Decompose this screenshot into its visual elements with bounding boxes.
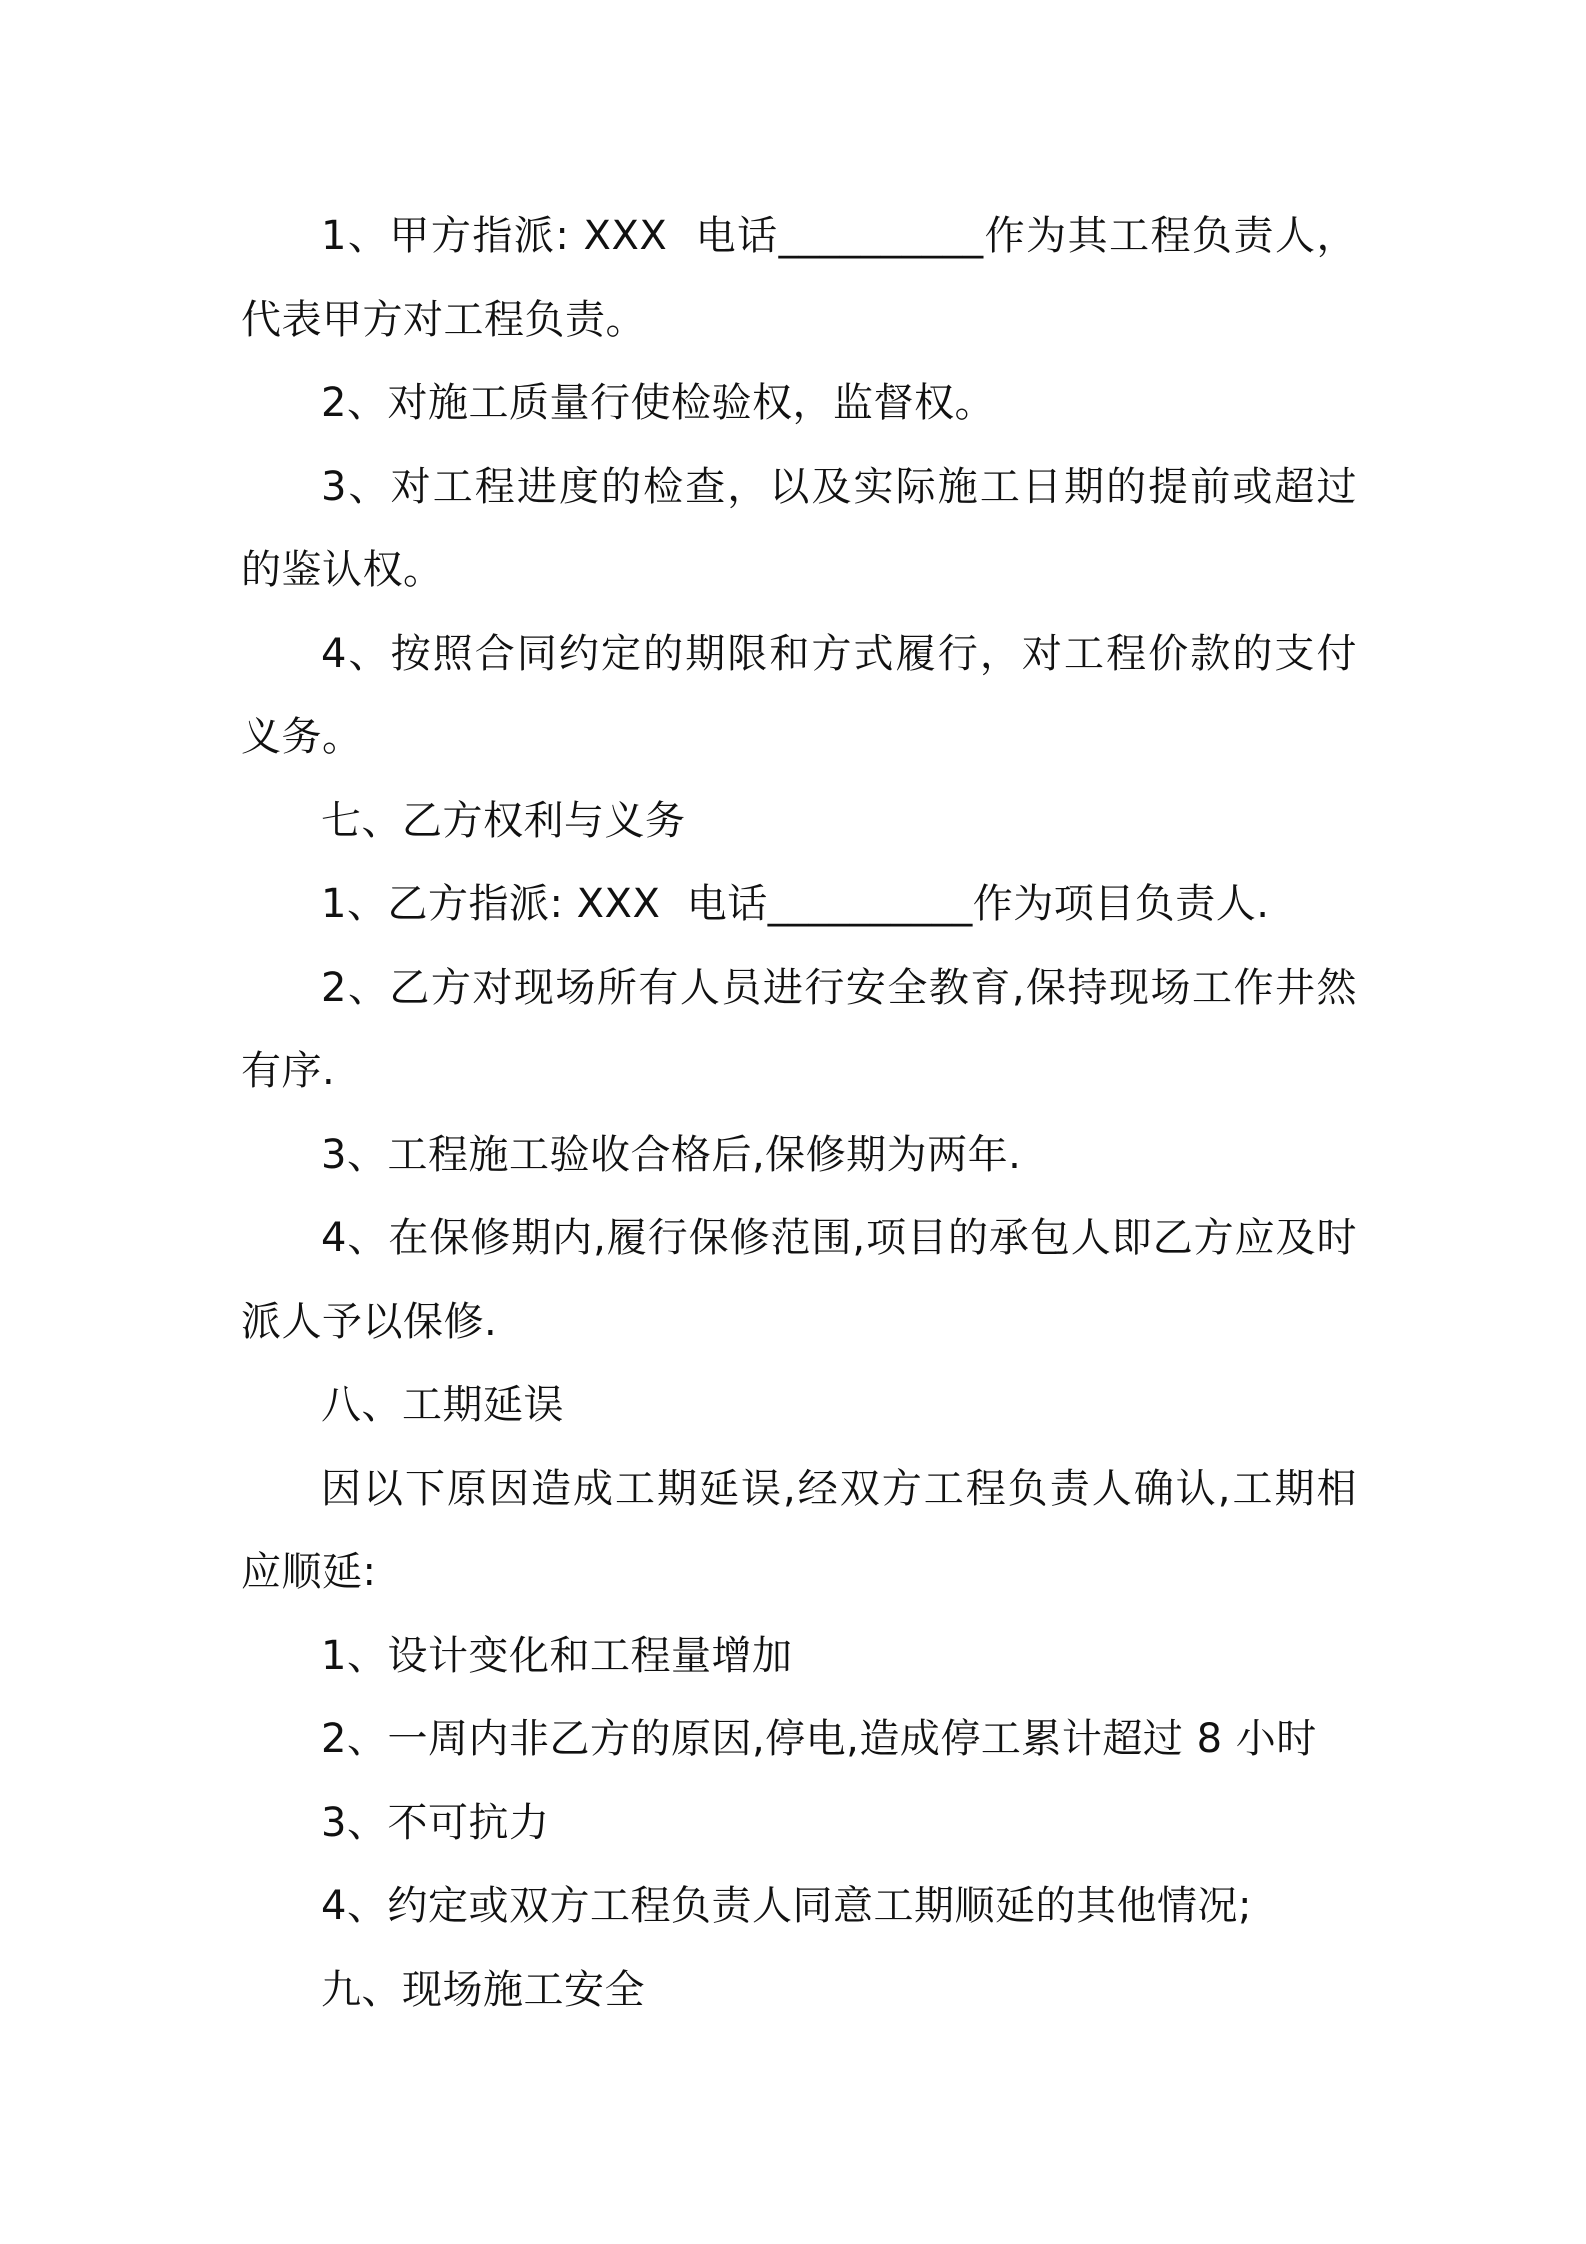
section-heading-site-safety: 九、现场施工安全 xyxy=(321,1966,645,2013)
list-item-force-majeure: 3、不可抗力 xyxy=(321,1799,550,1846)
clause-party-b-representative: 1、乙方指派: XXX 电话__________作为项目负责人. xyxy=(321,881,1270,927)
clause-delay-intro: 因以下原因造成工期延误,经双方工程负责人确认,工期相应顺延: xyxy=(241,1465,1357,1595)
clause-progress-check: 3、对工程进度的检查，以及实际施工日期的提前或超过的鉴认权。 xyxy=(241,463,1357,593)
clause-warranty-period: 3、工程施工验收合格后,保修期为两年. xyxy=(321,1131,1022,1178)
clause-safety-education: 2、乙方对现场所有人员进行安全教育,保持现场工作井然有序. xyxy=(241,964,1357,1094)
list-item-power-outage: 2、一周内非乙方的原因,停电,造成停工累计超过 8 小时 xyxy=(321,1716,1317,1762)
section-heading-delay: 八、工期延误 xyxy=(321,1382,564,1428)
clause-warranty-service: 4、在保修期内,履行保修范围,项目的承包人即乙方应及时派人予以保修. xyxy=(241,1215,1357,1345)
document-body xyxy=(241,195,1357,2032)
list-item-other-circumstances: 4、约定或双方工程负责人同意工期顺延的其他情况; xyxy=(321,1883,1252,1929)
clause-payment-obligation: 4、按照合同约定的期限和方式履行，对工程价款的支付义务。 xyxy=(241,630,1357,760)
clause-quality-inspection: 2、对施工质量行使检验权，监督权。 xyxy=(321,380,995,426)
section-heading-party-b: 七、乙方权利与义务 xyxy=(321,797,686,844)
list-item-design-change: 1、设计变化和工程量增加 xyxy=(321,1632,793,1679)
clause-party-a-representative: 1、甲方指派: XXX 电话__________作为其工程负责人，代表甲方对工程负责。 xyxy=(241,213,1357,343)
